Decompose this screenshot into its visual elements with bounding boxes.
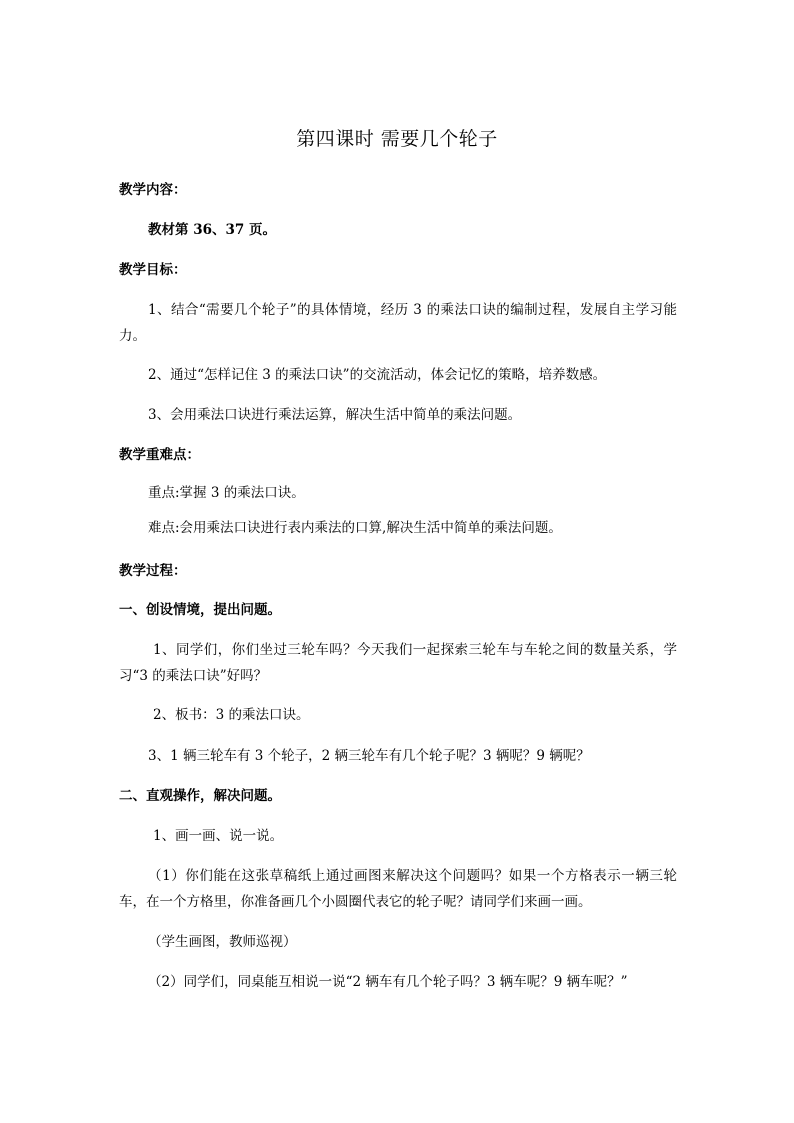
part1-item-1: 1、同学们，你们坐过三轮车吗？今天我们一起探索三轮车与车轮之间的数量关系，学习“3 的乘法口诀”好吗？ <box>119 642 677 684</box>
content-text: 教材第 36、37 页。 <box>148 222 276 238</box>
goal-3: 3、会用乘法口诀进行乘法运算，解决生活中简单的乘法问题。 <box>148 407 522 423</box>
page-title: 第四课时 需要几个轮子 <box>296 128 498 150</box>
difficult-point: 难点:会用乘法口诀进行表内乘法的口算,解决生活中简单的乘法问题。 <box>148 520 562 536</box>
part2-item-1: 1、画一画、说一说。 <box>153 828 284 844</box>
part2-note: （学生画图，教师巡视） <box>148 934 297 950</box>
goals-heading: 教学目标： <box>119 262 187 278</box>
part1-item-3: 3、1 辆三轮车有 3 个轮子，2 辆三轮车有几个轮子呢？3 辆呢？9 辆呢？ <box>148 748 590 764</box>
key-heading: 教学重难点： <box>119 447 200 463</box>
goal-1: 1、结合“需要几个轮子”的具体情境，经历 3 的乘法口诀的编制过程，发展自主学习能力。 <box>119 302 677 344</box>
part1-heading: 一、创设情境，提出问题。 <box>119 602 281 618</box>
part2-question-2: （2）同学们，同桌能互相说一说“2 辆车有几个轮子吗？3 辆车呢？9 辆车呢？” <box>148 974 628 990</box>
part2-question-1: （1）你们能在这张草稿纸上通过画图来解决这个问题吗？如果一个方格表示一辆三轮车，在一个方格里，你准备画几个小圆圈代表它的轮子呢？请同学们来画一画。 <box>119 868 677 910</box>
key-point: 重点:掌握 3 的乘法口诀。 <box>148 485 305 501</box>
part2-heading: 二、直观操作，解决问题。 <box>119 788 281 804</box>
content-heading: 教学内容： <box>119 182 187 198</box>
part1-item-2: 2、板书：3 的乘法口诀。 <box>153 707 310 723</box>
process-heading: 教学过程： <box>119 563 187 579</box>
goal-2: 2、通过“怎样记住 3 的乘法口诀”的交流活动，体会记忆的策略，培养数感。 <box>148 367 607 383</box>
